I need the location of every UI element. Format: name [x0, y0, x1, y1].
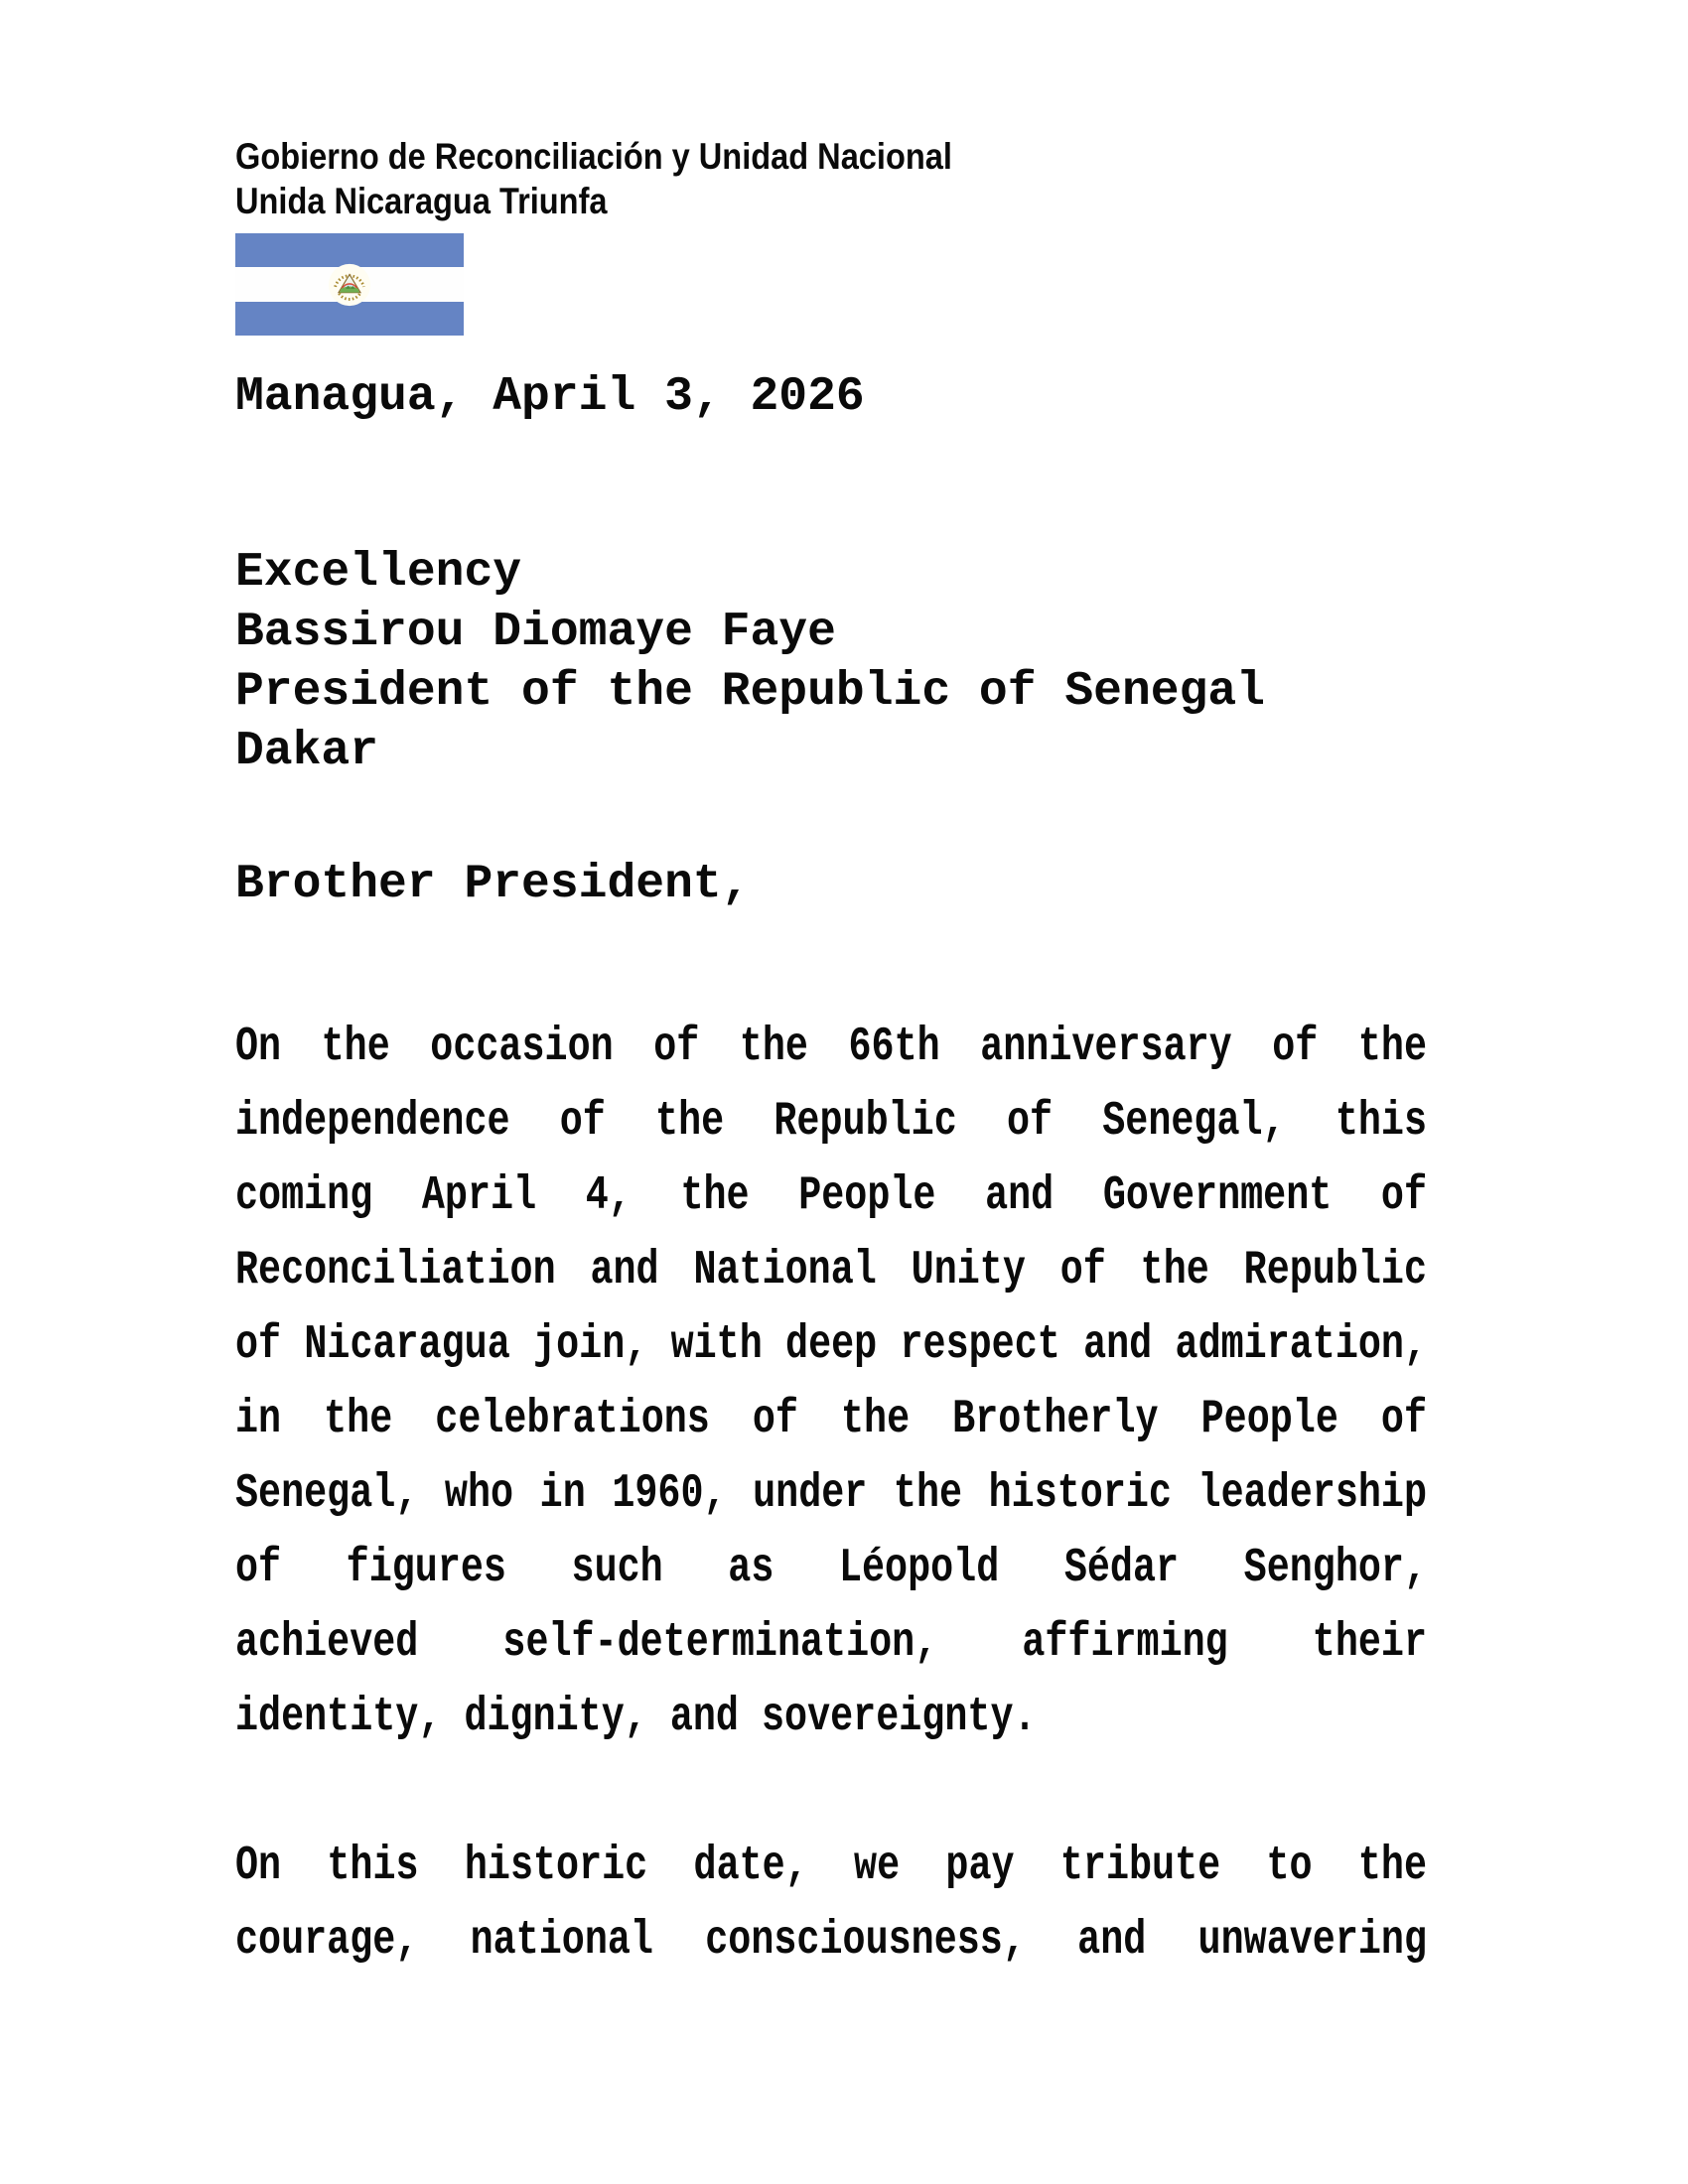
nicaragua-flag [235, 233, 464, 336]
recipient-city: Dakar [235, 725, 379, 778]
salutation: Brother President, [235, 858, 751, 911]
letterhead [235, 134, 1050, 223]
recipient-title: Excellency [235, 546, 522, 600]
recipient-address-block [235, 543, 1265, 781]
letter-body-line: independence of the Republic of Senegal, this [235, 1095, 1427, 1149]
letter-body-line: of figures such as Léopold Sédar Senghor, [235, 1542, 1427, 1595]
recipient-name: Bassirou Diomaye Faye [235, 606, 836, 659]
letter-body-line: achieved self-determination, affirming their [235, 1616, 1427, 1670]
body-paragraph-1 [235, 1011, 1427, 1755]
letterhead-line-1: Gobierno de Reconciliación y Unidad Nacional [235, 136, 952, 177]
body-paragraph-2 [235, 1830, 1427, 1979]
letter-body-line: Reconciliation and National Unity of the Republic [235, 1244, 1427, 1297]
letter-body-line: On this historic date, we pay tribute to the [235, 1840, 1427, 1893]
letter-body-line: Senegal, who in 1960, under the historic leadership [235, 1467, 1427, 1521]
letterhead-line-2: Unida Nicaragua Triunfa [235, 181, 608, 221]
letter-body-line: On the occasion of the 66th anniversary of the [235, 1021, 1427, 1074]
recipient-role: President of the Republic of Senegal [235, 665, 1265, 719]
nicaragua-coat-of-arms-icon [327, 262, 372, 308]
letter-body-line: coming April 4, the People and Government of [235, 1169, 1427, 1223]
letter-body-line: in the celebrations of the Brotherly People of [235, 1393, 1427, 1446]
letter-body-line: of Nicaragua join, with deep respect and admiration, [235, 1318, 1427, 1372]
letter-body-line: identity, dignity, and sovereignty. [235, 1691, 1037, 1744]
dateline: Managua, April 3, 2026 [235, 370, 865, 424]
letter-body-line: courage, national consciousness, and unwavering [235, 1914, 1427, 1968]
